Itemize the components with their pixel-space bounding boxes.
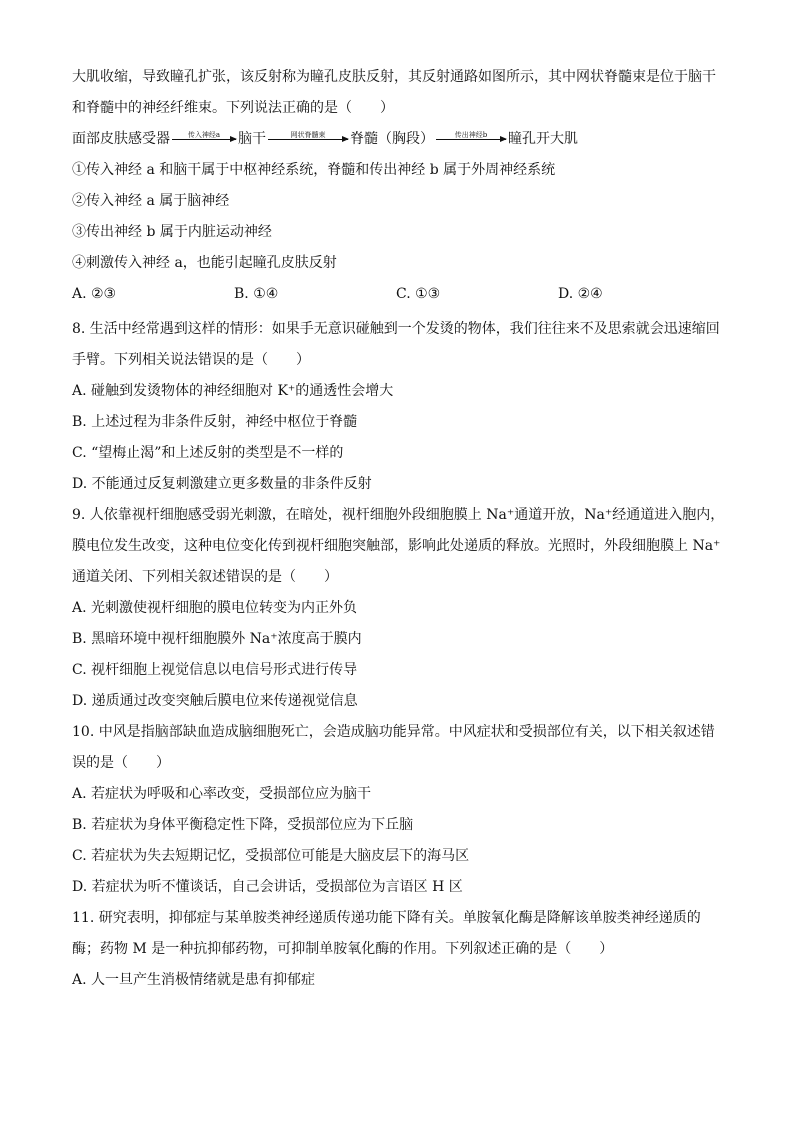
exam-page	[72, 62, 725, 996]
pathway-node-dilator-muscle: 瞳孔开大肌	[508, 131, 578, 147]
arrow-right-icon	[172, 139, 236, 140]
option-c[interactable]: C. ①③	[396, 286, 441, 302]
option-b[interactable]: B. ①④	[234, 286, 279, 302]
option-a[interactable]: A. ②③	[72, 286, 117, 302]
pathway-arrow-afferent	[172, 131, 236, 140]
question-stem-line: 和脊髓中的神经纤维束。下列说法正确的是（ ）	[72, 100, 394, 116]
question-8	[72, 314, 722, 500]
pathway-node-brainstem: 脑干	[238, 131, 266, 147]
option-c[interactable]: C. 若症状为失去短期记忆，受损部位可能是大脑皮层下的海马区	[72, 848, 470, 864]
statement-item: ②传入神经 a 属于脑神经	[72, 193, 230, 209]
option-a[interactable]: A. 光刺激使视杆细胞的膜电位转变为内正外负	[72, 600, 358, 616]
question-7	[72, 62, 722, 310]
statement-item: ④刺激传入神经 a，也能引起瞳孔皮肤反射	[72, 255, 337, 271]
question-stem-line: 8. 生活中经常遇到这样的情形：如果手无意识碰触到一个发烫的物体，我们往往来不及思索就会迅速缩回	[72, 321, 720, 337]
option-b[interactable]: B. 上述过程为非条件反射，神经中枢位于脊髓	[72, 414, 358, 430]
question-stem-line: 大肌收缩，导致瞳孔扩张，该反射称为瞳孔皮肤反射，其反射通路如图所示，其中网状脊髓束是位于脑干	[72, 69, 716, 85]
arrow-right-icon	[268, 139, 348, 140]
question-11	[72, 903, 722, 996]
option-a[interactable]: A. 碰触到发烫物体的神经细胞对 K⁺的通透性会增大	[72, 383, 394, 399]
question-stem-line: 酶；药物 M 是一种抗抑郁药物，可抑制单胺氧化酶的作用。下列叙述正确的是（ ）	[72, 941, 614, 957]
question-stem-line: 11. 研究表明，抑郁症与某单胺类神经递质传递功能下降有关。单胺氧化酶是降解该单胺类神经递质的	[72, 910, 701, 926]
question-stem-line: 9. 人依靠视杆细胞感受弱光刺激，在暗处，视杆细胞外段细胞膜上 Na⁺通道开放，Na⁺经通道进入胞内，	[72, 507, 725, 523]
pathway-node-spinal-cord: 脊髓（胸段）	[350, 131, 434, 147]
arrow-label: 传入神经a	[187, 131, 221, 139]
option-b[interactable]: B. 黑暗环境中视杆细胞膜外 Na⁺浓度高于膜内	[72, 631, 362, 647]
option-d[interactable]: D. 递质通过改变突触后膜电位来传递视觉信息	[72, 693, 358, 709]
option-c[interactable]: C. “望梅止渴”和上述反射的类型是不一样的	[72, 445, 344, 461]
statement-item: ③传出神经 b 属于内脏运动神经	[72, 224, 272, 240]
arrow-label: 传出神经b	[454, 131, 488, 139]
option-b[interactable]: B. 若症状为身体平衡稳定性下降，受损部位应为下丘脑	[72, 817, 414, 833]
pathway-node-receptor: 面部皮肤感受器	[72, 131, 170, 147]
statement-item: ①传入神经 a 和脑干属于中枢神经系统，脊髓和传出神经 b 属于外周神经系统	[72, 162, 556, 178]
question-stem-line: 10. 中风是指脑部缺血造成脑细胞死亡，会造成脑功能异常。中风症状和受损部位有关，以下相关叙述错	[72, 724, 715, 740]
reflex-pathway-diagram	[72, 124, 722, 155]
question-stem-line: 膜电位发生改变，这种电位变化传到视杆细胞突触部，影响此处递质的释放。光照时，外段细胞膜上 Na⁺	[72, 538, 721, 554]
option-d[interactable]: D. 不能通过反复刺激建立更多数量的非条件反射	[72, 476, 372, 492]
question-stem-line: 通道关闭、下列相关叙述错误的是（ ）	[72, 569, 338, 585]
answer-options	[72, 279, 722, 310]
option-c[interactable]: C. 视杆细胞上视觉信息以电信号形式进行传导	[72, 662, 358, 678]
option-d[interactable]: D. ②④	[558, 286, 603, 302]
question-10	[72, 717, 722, 903]
question-stem-line: 手臂。下列相关说法错误的是（ ）	[72, 352, 310, 368]
question-9	[72, 500, 725, 717]
arrow-label: 网状脊髓束	[290, 131, 326, 139]
option-d[interactable]: D. 若症状为听不懂谈话，自己会讲话，受损部位为言语区 H 区	[72, 879, 463, 895]
option-a[interactable]: A. 若症状为呼吸和心率改变，受损部位应为脑干	[72, 786, 372, 802]
question-stem-line: 误的是（ ）	[72, 755, 170, 771]
arrow-right-icon	[436, 139, 506, 140]
pathway-arrow-reticulospinal	[268, 131, 348, 140]
option-a[interactable]: A. 人一旦产生消极情绪就是患有抑郁症	[72, 972, 316, 988]
pathway-arrow-efferent	[436, 131, 506, 140]
